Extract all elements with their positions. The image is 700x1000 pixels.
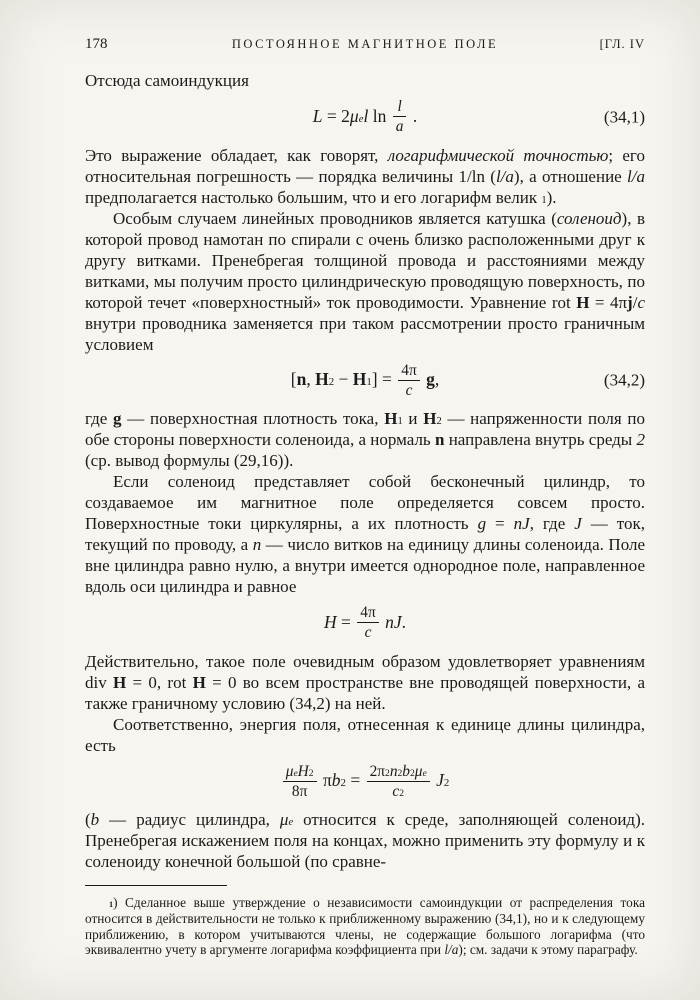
text-run: ( <box>85 810 91 829</box>
text-run: e <box>422 767 427 779</box>
footnote-separator <box>85 885 227 886</box>
text-run: μ <box>279 810 289 829</box>
fraction-denominator <box>283 782 317 800</box>
text-run: ). <box>546 187 557 207</box>
text-run: c <box>405 381 413 399</box>
body-paragraph <box>85 714 645 756</box>
text-run: L <box>312 105 323 126</box>
equation-number: (34,2) <box>603 370 645 390</box>
text-run: соленоид <box>556 208 622 228</box>
text-run: 2 <box>397 767 403 779</box>
text-run: H <box>423 409 437 428</box>
text-run: Отсюда самоиндукция <box>85 71 249 90</box>
page-content <box>85 70 645 958</box>
text-run: j <box>627 292 633 312</box>
text-run: 1 <box>541 194 547 206</box>
text-run: . <box>408 105 418 126</box>
text-run: Это выражение обладает, как говорят, <box>85 145 388 165</box>
text-run: — число витков на единицу длины соленоида. Поле вне цилиндра равно нулю, а внутри имеется однородное поле, направленное вдоль оси цилиндра и равное <box>85 535 645 596</box>
text-run: относится к среде, заполняющей соленоид). Пренебрегая искажением поля на концах, можно применить эту формулу и к соленоиду конечной большой (по сравне- <box>85 810 645 871</box>
text-run: = 0, rot <box>126 672 193 692</box>
page-number: 178 <box>85 36 108 52</box>
text-run: l/a <box>495 166 514 186</box>
footnote-text <box>85 895 645 958</box>
text-run: g <box>426 369 435 390</box>
text-run: e <box>288 817 294 828</box>
text-run: 4π <box>401 361 417 379</box>
text-run: l <box>363 105 369 126</box>
fraction-numerator <box>367 763 430 782</box>
text-run: 2 <box>409 767 415 779</box>
fraction-denominator <box>367 782 430 800</box>
text-run: ), в которой провод намотан по спирали с очень близко расположенными друг к другу витками. Пренебрегая толщиной провода и расстояниями между витками, мы получим просто цилиндрическую проводящую поверхность, по которой течет «поверхностный» ток проводимости. Уравнение rot <box>85 208 645 312</box>
text-run: Особым случаем линейных проводников является катушка ( <box>113 208 557 228</box>
text-run: 1 <box>109 900 114 909</box>
display-formula <box>85 605 645 643</box>
text-run: b <box>90 810 100 829</box>
text-run: 2 <box>399 787 404 799</box>
text-run: n <box>389 762 398 780</box>
fraction <box>357 604 378 642</box>
text-run: c <box>364 624 372 642</box>
text-run: 2 <box>436 416 442 427</box>
text-run: ; его относительная погрешность — порядка величины 1/ln ( <box>85 145 645 186</box>
text-run: g <box>113 409 122 428</box>
body-paragraph <box>85 408 645 471</box>
fraction-numerator <box>357 604 378 623</box>
text-run: (ср. вывод формулы (29,16)). <box>85 451 294 470</box>
text-run: μ <box>349 105 359 126</box>
text-run: b <box>331 770 341 791</box>
text-run: ) Сделанное выше утверждение о независимости самоиндукции от распределения тока относится в действительности не только к приближенному выражению (34,1), но и к следующему приближению, в котором учитываются члены, не содержащие большого логарифма (что эквивалентно учету в аргументе логарифма коэффициента при <box>85 895 645 958</box>
body-paragraph <box>85 145 645 208</box>
text-run: b <box>402 762 410 780</box>
text-run: H <box>113 672 127 692</box>
fraction <box>283 763 317 801</box>
formula-body <box>290 361 440 399</box>
text-run: — поверхностная плотность тока, <box>121 409 385 428</box>
text-run: Действительно, такое поле очевидным образом удовлетворяет уравнениям div <box>85 651 645 692</box>
text-run: 2 <box>385 767 390 779</box>
text-run: a <box>395 118 404 136</box>
text-run: предполагается настолько большим, что и его логарифм велик <box>85 187 542 207</box>
text-run: Соответственно, энергия поля, отнесенная к единице длины цилиндра, есть <box>85 714 645 755</box>
text-run: n <box>252 535 262 554</box>
text-run: и <box>402 409 424 428</box>
text-run: . <box>401 611 406 632</box>
body-paragraph <box>85 70 645 91</box>
text-run: H <box>297 762 309 780</box>
text-run: 2π <box>369 762 386 780</box>
display-formula <box>85 99 645 137</box>
fraction-numerator <box>283 763 317 782</box>
text-run: , где <box>529 514 575 533</box>
text-run: 1 <box>397 416 403 427</box>
fraction <box>393 98 407 136</box>
fraction-numerator <box>393 98 407 117</box>
text-run: 2 <box>308 767 314 779</box>
text-run: ] = <box>371 369 397 390</box>
body-paragraph <box>85 651 645 714</box>
text-run: e <box>293 767 298 779</box>
text-run: 8π <box>291 782 308 800</box>
text-run: − <box>334 369 353 390</box>
text-run: 2 <box>443 777 450 790</box>
text-run: = <box>486 514 514 533</box>
text-run: ); см. задачи к этому параграфу. <box>458 942 638 958</box>
body-paragraph <box>85 208 645 355</box>
text-run: H <box>576 292 590 312</box>
text-run: H <box>323 611 337 632</box>
text-run: π <box>318 770 332 791</box>
fraction-denominator <box>357 623 378 641</box>
text-run: = <box>336 611 356 632</box>
display-formula <box>85 363 645 401</box>
text-run: = 4π <box>589 292 628 312</box>
fraction-numerator <box>398 362 419 381</box>
fraction-denominator <box>398 381 419 399</box>
body-paragraph <box>85 471 645 597</box>
text-run: ln <box>368 105 391 126</box>
text-run: внутри проводника заменяется при таком рассмотрении просто граничным условием <box>85 313 645 354</box>
text-run: c <box>637 292 645 312</box>
text-run: nJ <box>513 514 530 533</box>
text-run: логарифмической точностью <box>387 145 609 165</box>
text-run: l/a <box>444 942 459 958</box>
text-run: / <box>632 292 638 312</box>
text-run: где <box>85 409 114 428</box>
text-run: — радиус цилиндра, <box>99 810 280 829</box>
text-run: = 2 <box>322 105 350 126</box>
text-run: H <box>315 369 329 390</box>
text-run: , <box>306 369 316 390</box>
text-run: H <box>384 409 398 428</box>
text-run: 1 <box>366 376 372 389</box>
fraction-denominator <box>393 117 407 135</box>
text-run: Если соленоид представляет собой бесконечный цилиндр, то создаваемое им магнитное поле определяется совсем просто. Поверхностные токи циркулярны, а их плотность <box>85 472 645 533</box>
text-run: — ток, текущий по проводу, а <box>85 514 645 554</box>
text-run: направлена внутрь среды <box>444 430 637 449</box>
text-run: H <box>192 672 206 692</box>
text-run: J <box>574 514 582 533</box>
text-run: 2 <box>340 777 346 790</box>
text-run: J <box>436 770 444 791</box>
display-formula <box>85 764 645 802</box>
text-run: [ <box>290 369 297 390</box>
text-run: H <box>352 369 367 390</box>
formula-body <box>312 98 418 136</box>
text-run: g <box>477 514 487 533</box>
text-run: nJ <box>385 611 402 632</box>
text-run: 4π <box>360 604 376 621</box>
text-run: e <box>358 112 364 125</box>
text-run: n <box>296 369 307 390</box>
formula-body <box>323 604 406 642</box>
body-paragraph <box>85 809 645 872</box>
text-run: , <box>434 369 440 390</box>
text-run: μ <box>285 762 294 780</box>
chapter-label: [ГЛ. IV <box>599 37 645 51</box>
text-run: 2 <box>636 430 645 449</box>
text-run: c <box>392 782 400 800</box>
fraction <box>398 362 419 400</box>
text-run: = 0 во всем пространстве вне проводящей поверхности, а также граничному условию (34,2) на ней. <box>85 672 645 713</box>
text-run: l <box>397 98 402 115</box>
text-run: = <box>345 770 365 791</box>
text-run: l/a <box>627 166 645 186</box>
fraction <box>367 763 430 801</box>
text-run: — напряженности поля по обе стороны поверхности соленоида, а нормаль <box>85 409 645 449</box>
running-title: ПОСТОЯННОЕ МАГНИТНОЕ ПОЛЕ <box>231 37 499 51</box>
text-run: ), а отношение <box>513 166 628 186</box>
page-header <box>85 36 645 53</box>
text-run: μ <box>414 762 423 780</box>
text-run: 2 <box>328 376 335 389</box>
equation-number: (34,1) <box>603 107 645 127</box>
text-run: n <box>434 430 445 449</box>
